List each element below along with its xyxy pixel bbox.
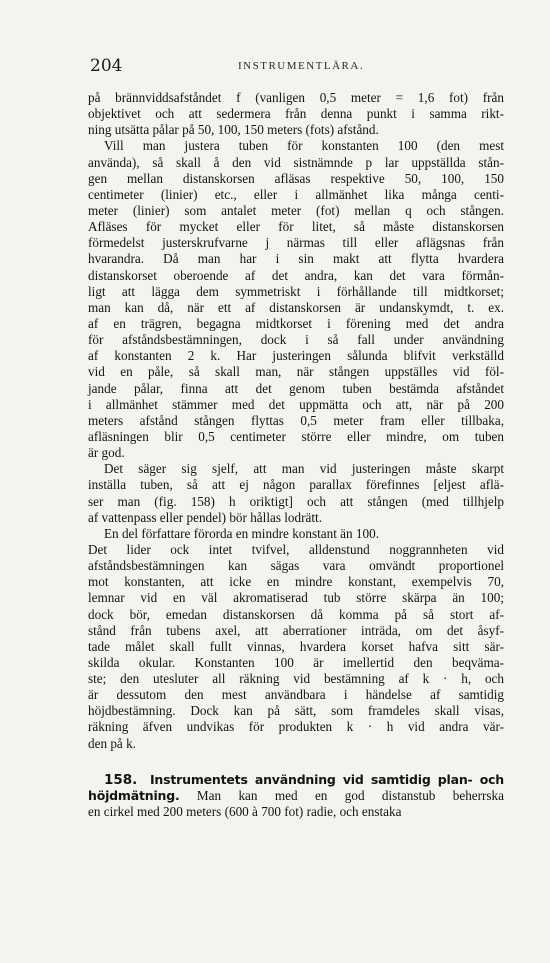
text-line: är god. xyxy=(88,445,125,461)
text-line: meters afstånd stången flyttas 0,5 meter fram eller tillbaka, xyxy=(88,412,504,428)
page-number: 204 xyxy=(90,56,123,76)
text-line: lemnar vid en väl akromatiserad tub större skärpa än 100; xyxy=(88,590,504,606)
text-line: förmedelst justerskrufvarne j närmas till eller aflägsnas från xyxy=(88,235,504,251)
text-line: tade målet skall fullt vinnas, hvardera korset hafva sitt sär- xyxy=(88,638,504,654)
text-line: En del författare förorda en mindre konstant än 100. xyxy=(104,525,380,541)
text-line: af konstanten 2 k. Har justeringen sålunda blifvit verkställd xyxy=(88,348,504,364)
text-line: skilda okular. Konstanten 100 är imellertid den beqväma- xyxy=(88,654,504,670)
text-line: af en trägren, begagna midtkorset i förening med det andra xyxy=(88,315,504,331)
text-line: ning utsätta pålar på 50, 100, 150 meters (fots) afstånd. xyxy=(88,122,379,138)
section-heading-line-2 xyxy=(88,788,504,804)
text-line: ste; den utesluter all räkning vid bestämning af k · h, och xyxy=(88,671,504,687)
body-text xyxy=(88,90,504,820)
section-text: Man kan med en god distanstub beherrska xyxy=(196,787,505,803)
text-line: distanskorset oberoende af det andra, kan det vara förmån- xyxy=(88,267,504,283)
section-spacer xyxy=(88,752,504,772)
section-title-cont: höjdmätning. xyxy=(88,787,180,803)
text-line: vid en påle, så skall man, när stången uppställes vid föl- xyxy=(88,364,504,380)
text-line: en cirkel med 200 meters (600 à 700 fot) radie, och enstaka xyxy=(88,804,402,820)
text-line: mot konstanten, att icke en mindre konstant, exempelvis 70, xyxy=(88,574,504,590)
section-number: 158. xyxy=(104,771,138,788)
text-line: höjdbestämning. Dock kan på sätt, som framdeles skall visas, xyxy=(88,703,504,719)
text-line: den på k. xyxy=(88,735,136,751)
text-line: hvarandra. Då man har i sin makt att flytta hvardera xyxy=(88,251,504,267)
text-line: dock bör, emedan distanskorsen då komma på så stort af- xyxy=(88,606,504,622)
text-line: inställa tuben, så att ej någon parallax förefinnes [eljest aflä- xyxy=(88,477,504,493)
text-line: Det lider ock intet tvifvel, alldenstund noggrannheten vid xyxy=(88,541,504,557)
text-line: använda), så skall å den vid sistnämnde p lar uppställda stån- xyxy=(88,154,504,170)
section-heading-line xyxy=(88,772,504,788)
text-line: ligt att lägga dem symmetriskt i förhållande till midtkorset; xyxy=(88,283,504,299)
text-line: jande pålar, finna att det genom tuben bestämda afståndet xyxy=(88,380,504,396)
text-line: Afläses för mycket eller för litet, så måste distanskorsen xyxy=(88,219,504,235)
text-line: man kan då, när ett af distanskorsen är undanskymdt, t. ex. xyxy=(88,299,504,315)
text-line: gen mellan distanskorsen afläsas respektive 50, 100, 150 xyxy=(88,170,504,186)
text-line: stånd från tubens axel, att aberrationer inträda, om det åsyf- xyxy=(88,622,504,638)
text-line: räkning äfven undvikas för produkten k · h vid andra vär- xyxy=(88,719,504,735)
text-line: för afståndsbestämningen, dock i så fall under användning xyxy=(88,332,504,348)
section-title: Instrumentets användning vid samtidig plan- och xyxy=(149,771,504,787)
running-head: INSTRUMENTLÄRA. xyxy=(238,60,365,72)
text-line: i allmänhet stämmer med det uppmätta och att, när på 200 xyxy=(88,396,504,412)
text-line: på brännviddsafståndet f (vanligen 0,5 meter = 1,6 fot) från xyxy=(88,90,504,105)
text-line: af vattenpass eller pendel) bör hållas lodrätt. xyxy=(88,509,322,525)
text-line: objektivet och att sedermera från denna punkt i samma rikt- xyxy=(88,106,504,122)
page-header xyxy=(90,56,490,76)
text-line: meter (linier) som antalet meter (fot) mellan q och stången. xyxy=(88,202,504,218)
text-line: centimeter (linier) etc., eller i allmänhet lika många centi- xyxy=(88,186,504,202)
text-line: Det säger sig sjelf, att man vid justeringen måste skarpt xyxy=(104,461,504,477)
text-line: afläsningen blir 0,5 centimeter större eller mindre, om tuben xyxy=(88,428,504,444)
text-line: ser man (fig. 158) h oriktigt] och att stången (med tillhjelp xyxy=(88,493,504,509)
text-line: Vill man justera tuben för konstanten 100 (den mest xyxy=(104,138,504,154)
text-line: är dessutom den mest användbara i händelse af samtidig xyxy=(88,687,504,703)
text-line: afståndsbestämningen kan sägas vara omvändt proportionel xyxy=(88,558,504,574)
